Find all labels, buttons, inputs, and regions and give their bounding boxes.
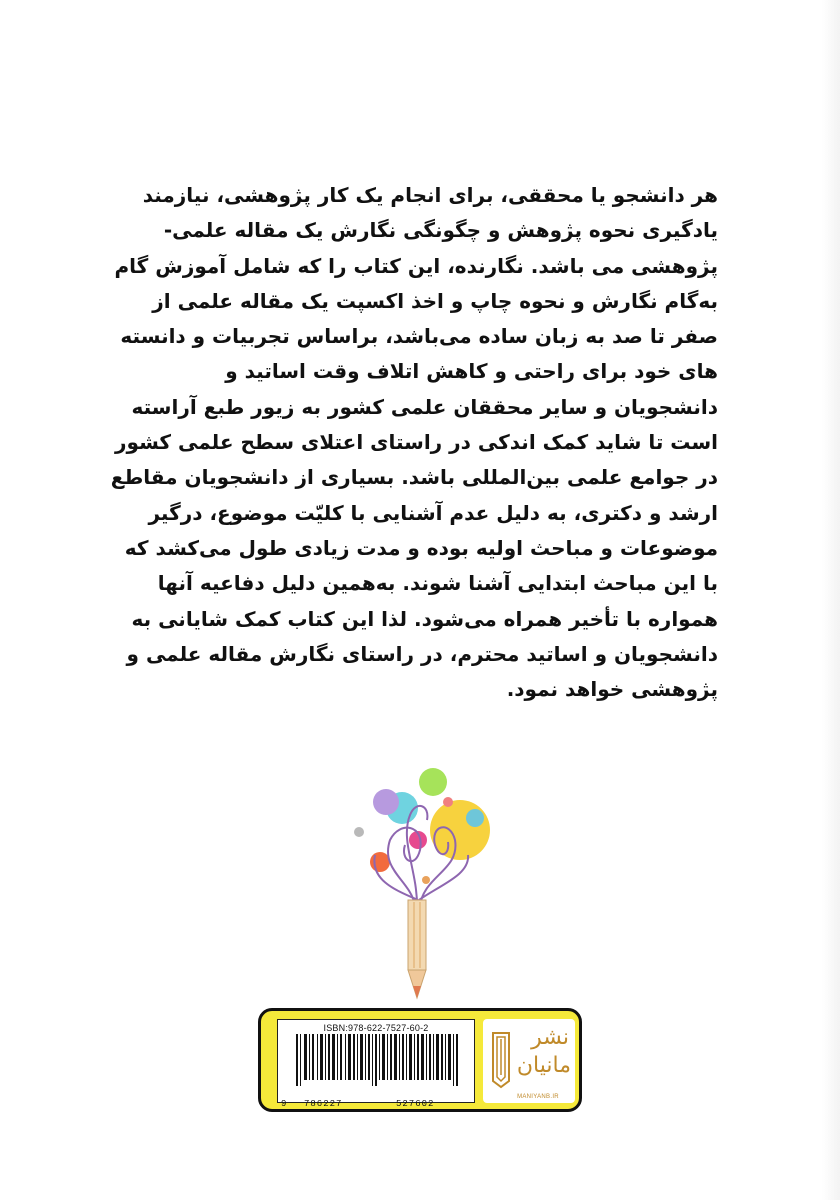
blurb-line: ارشد و دکتری، به دلیل عدم آشنایی با کلیّت موضوع، درگیر [148,500,718,525]
publisher-name-line2: مانیان [516,1053,571,1078]
isbn-barcode [277,1019,475,1109]
publisher-url: MANIYANB.IR [517,1094,559,1100]
blurb-line: با این مباحث ابتدایی آشنا شوند. به‌همین دلیل دفاعیه آنها [157,571,718,596]
isbn-number: ISBN:978-622-7527-60-2 [323,1023,429,1033]
page-edge-shadow [822,0,840,1200]
blurb-line: هر دانشجو یا محققی، برای انجام یک کار پژوهشی، نیازمند [142,183,718,207]
barcode-digit-lead: 9 [281,1099,287,1109]
publisher-name-line1: نشر [531,1025,569,1050]
barcode-card [258,1008,582,1112]
blurb-line: صفر تا صد به زبان ساده می‌باشد، براساس تجربیات و دانسته [120,324,718,349]
barcode-digit-group: 527602 [396,1099,435,1109]
pencil-icon [408,900,426,998]
book-ribbon-icon [489,1029,515,1091]
blurb-line: همواره با تأخیر همراه می‌شود. لذا این کتاب کمک شایانی به [131,606,718,631]
blurb-line: در جوامع علمی بین‌المللی باشد. بسیاری از دانشجویان مقاطع [110,465,718,490]
blurb-line: به‌گام نگارش و نحوه چاپ و اخذ اکسپت یک مقاله علمی از [152,288,718,313]
blurb-line: یادگیری نحوه پژوهش و چگونگی نگارش یک مقاله علمی- [163,218,718,243]
publisher-logo [483,1019,575,1103]
blurb-line: پژوهشی خواهد نمود. [506,677,718,702]
blurb-line: موضوعات و مباحث اولیه بوده و مدت زیادی طول می‌کشد که [124,535,718,560]
pencil-tree-illustration [330,760,500,1010]
blurb-line: پژوهشی می باشد. نگارنده، این کتاب را که شامل آموزش گام [114,253,718,278]
barcode-digit-group: 786227 [304,1099,343,1109]
barcode-bars [288,1034,468,1086]
back-cover-blurb [98,178,718,707]
blurb-line: است تا شاید کمک اندکی در راستای اعتلای سطح علمی کشور [115,430,718,455]
blurb-line: دانشجویان و سایر محققان علمی کشور به زیور طبع آراسته [131,394,718,419]
blurb-line: های خود برای راحتی و کاهش اتلاف وقت اساتید و [225,359,718,384]
blurb-line: دانشجویان و اساتید محترم، در راستای نگارش مقاله علمی و [126,641,718,666]
